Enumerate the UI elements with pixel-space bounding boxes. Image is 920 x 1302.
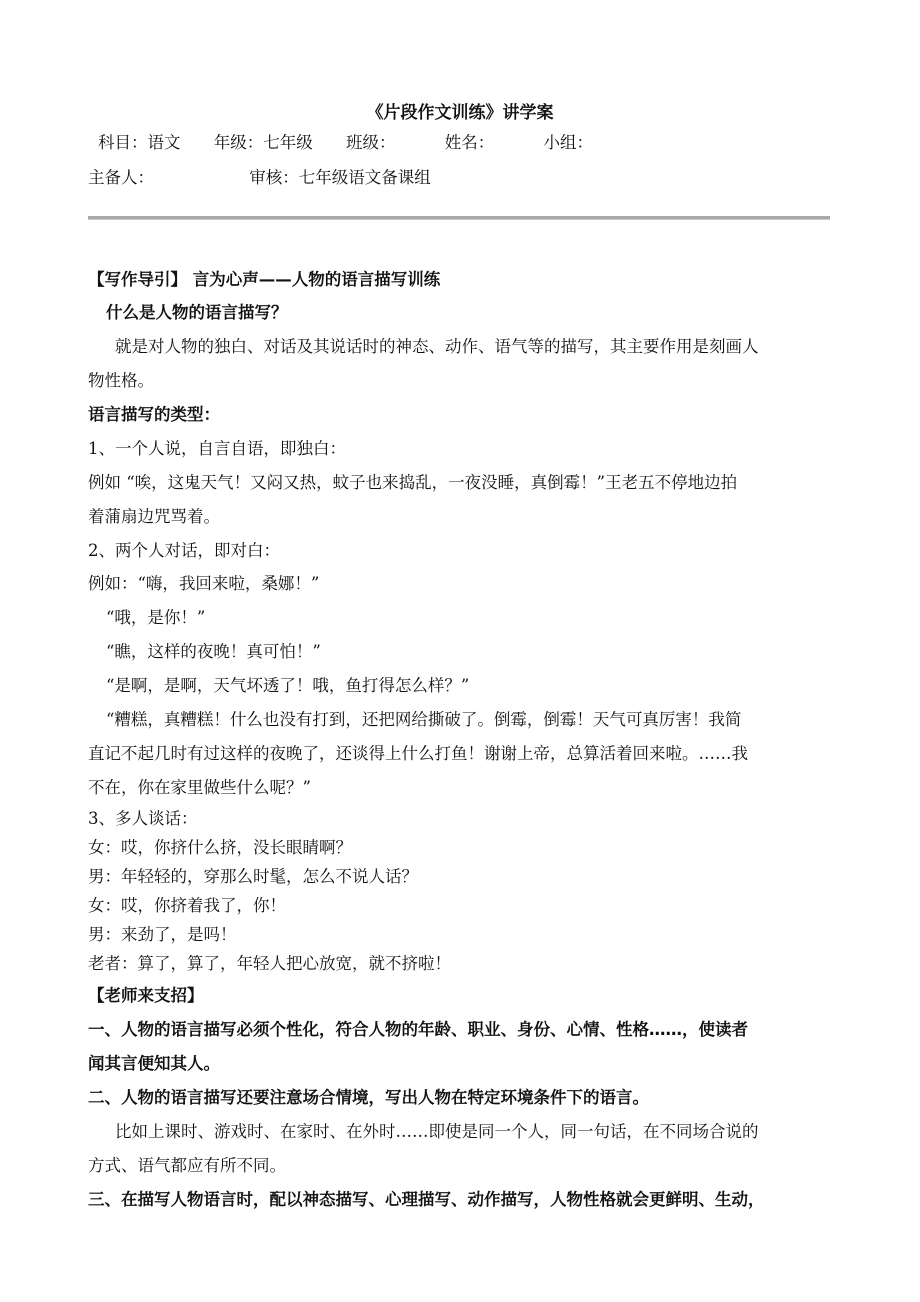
type2-title: 2、两个人对话，即对白： bbox=[88, 541, 280, 560]
definition-text: 就是对人物的独白、对话及其说话时的神态、动作、语气等的描写，其主要作用是刻画人 bbox=[115, 337, 759, 356]
meta-row-1 bbox=[98, 133, 593, 153]
meta-grade: 年级：七年级 bbox=[213, 133, 313, 152]
conversation-line: 男：年轻轻的，穿那么时髦，怎么不说人话？ bbox=[88, 867, 418, 886]
tip-2: 二、人物的语言描写还要注意场合情境，写出人物在特定环境条件下的语言。 bbox=[88, 1088, 649, 1107]
meta-preparer: 主备人： bbox=[88, 168, 154, 187]
tip-2-note-cont: 方式、语气都应有所不同。 bbox=[88, 1156, 286, 1175]
conversation-line: 男：来劲了，是吗！ bbox=[88, 925, 237, 944]
section-heading-tips: 【老师来支招】 bbox=[88, 986, 204, 1005]
type1-title: 1、一个人说，自言自语，即独白： bbox=[88, 439, 346, 458]
type1-example-cont: 着蒲扇边咒骂着。 bbox=[88, 507, 220, 526]
type1-example: 例如 “唉，这鬼天气！又闷又热，蚊子也来捣乱，一夜没睡，真倒霉！”王老五不停地边拍 bbox=[88, 473, 738, 492]
definition-text-cont: 物性格。 bbox=[88, 371, 154, 390]
tip-2-note: 比如上课时、游戏时、在家时、在外时……即使是同一个人，同一句话，在不同场合说的 bbox=[115, 1122, 759, 1141]
tip-1: 一、人物的语言描写必须个性化，符合人物的年龄、职业、身份、心情、性格……，使读者 bbox=[88, 1020, 748, 1039]
dialogue-line: 不在，你在家里做些什么呢？” bbox=[88, 778, 311, 797]
question-heading: 什么是人物的语言描写？ bbox=[106, 303, 288, 322]
dialogue-line: 例如：“嗨，我回来啦，桑娜！” bbox=[88, 574, 320, 593]
conversation-line: 女：哎，你挤什么挤，没长眼睛啊？ bbox=[88, 838, 352, 857]
conversation-line: 女：哎，你挤着我了，你！ bbox=[88, 896, 286, 915]
meta-subject: 科目：语文 bbox=[98, 133, 181, 152]
types-heading: 语言描写的类型： bbox=[88, 405, 220, 424]
dialogue-line: “是啊，是啊，天气坏透了！哦，鱼打得怎么样？” bbox=[106, 676, 470, 695]
meta-name: 姓名： bbox=[444, 133, 495, 152]
type3-title: 3、多人谈话： bbox=[88, 809, 198, 828]
tip-1-cont: 闻其言便知其人。 bbox=[88, 1054, 220, 1073]
dialogue-line: “瞧，这样的夜晚！真可怕！” bbox=[106, 642, 321, 661]
meta-row-2 bbox=[88, 168, 431, 188]
meta-group: 小组： bbox=[543, 133, 593, 152]
dialogue-line: “哦，是你！” bbox=[106, 608, 206, 627]
document-title: 《片段作文训练》讲学案 bbox=[366, 103, 554, 123]
conversation-line: 老者：算了，算了，年轻人把心放宽，就不挤啦！ bbox=[88, 954, 451, 973]
meta-class: 班级： bbox=[346, 133, 396, 152]
dialogue-line: “糟糕，真糟糕！什么也没有打到，还把网给撕破了。倒霉，倒霉！天气可真厉害！我简 bbox=[106, 710, 742, 729]
dialogue-line: 直记不起几时有过这样的夜晚了，还谈得上什么打鱼！谢谢上帝，总算活着回来啦。……我 bbox=[88, 744, 748, 763]
meta-reviewer: 审核：七年级语文备课组 bbox=[249, 168, 431, 187]
tip-3: 三、在描写人物语言时，配以神态描写、心理描写、动作描写，人物性格就会更鲜明、生动， bbox=[88, 1190, 765, 1209]
header-divider bbox=[88, 216, 830, 219]
section-heading-guide: 【写作导引】 言为心声——人物的语言描写训练 bbox=[88, 270, 441, 289]
